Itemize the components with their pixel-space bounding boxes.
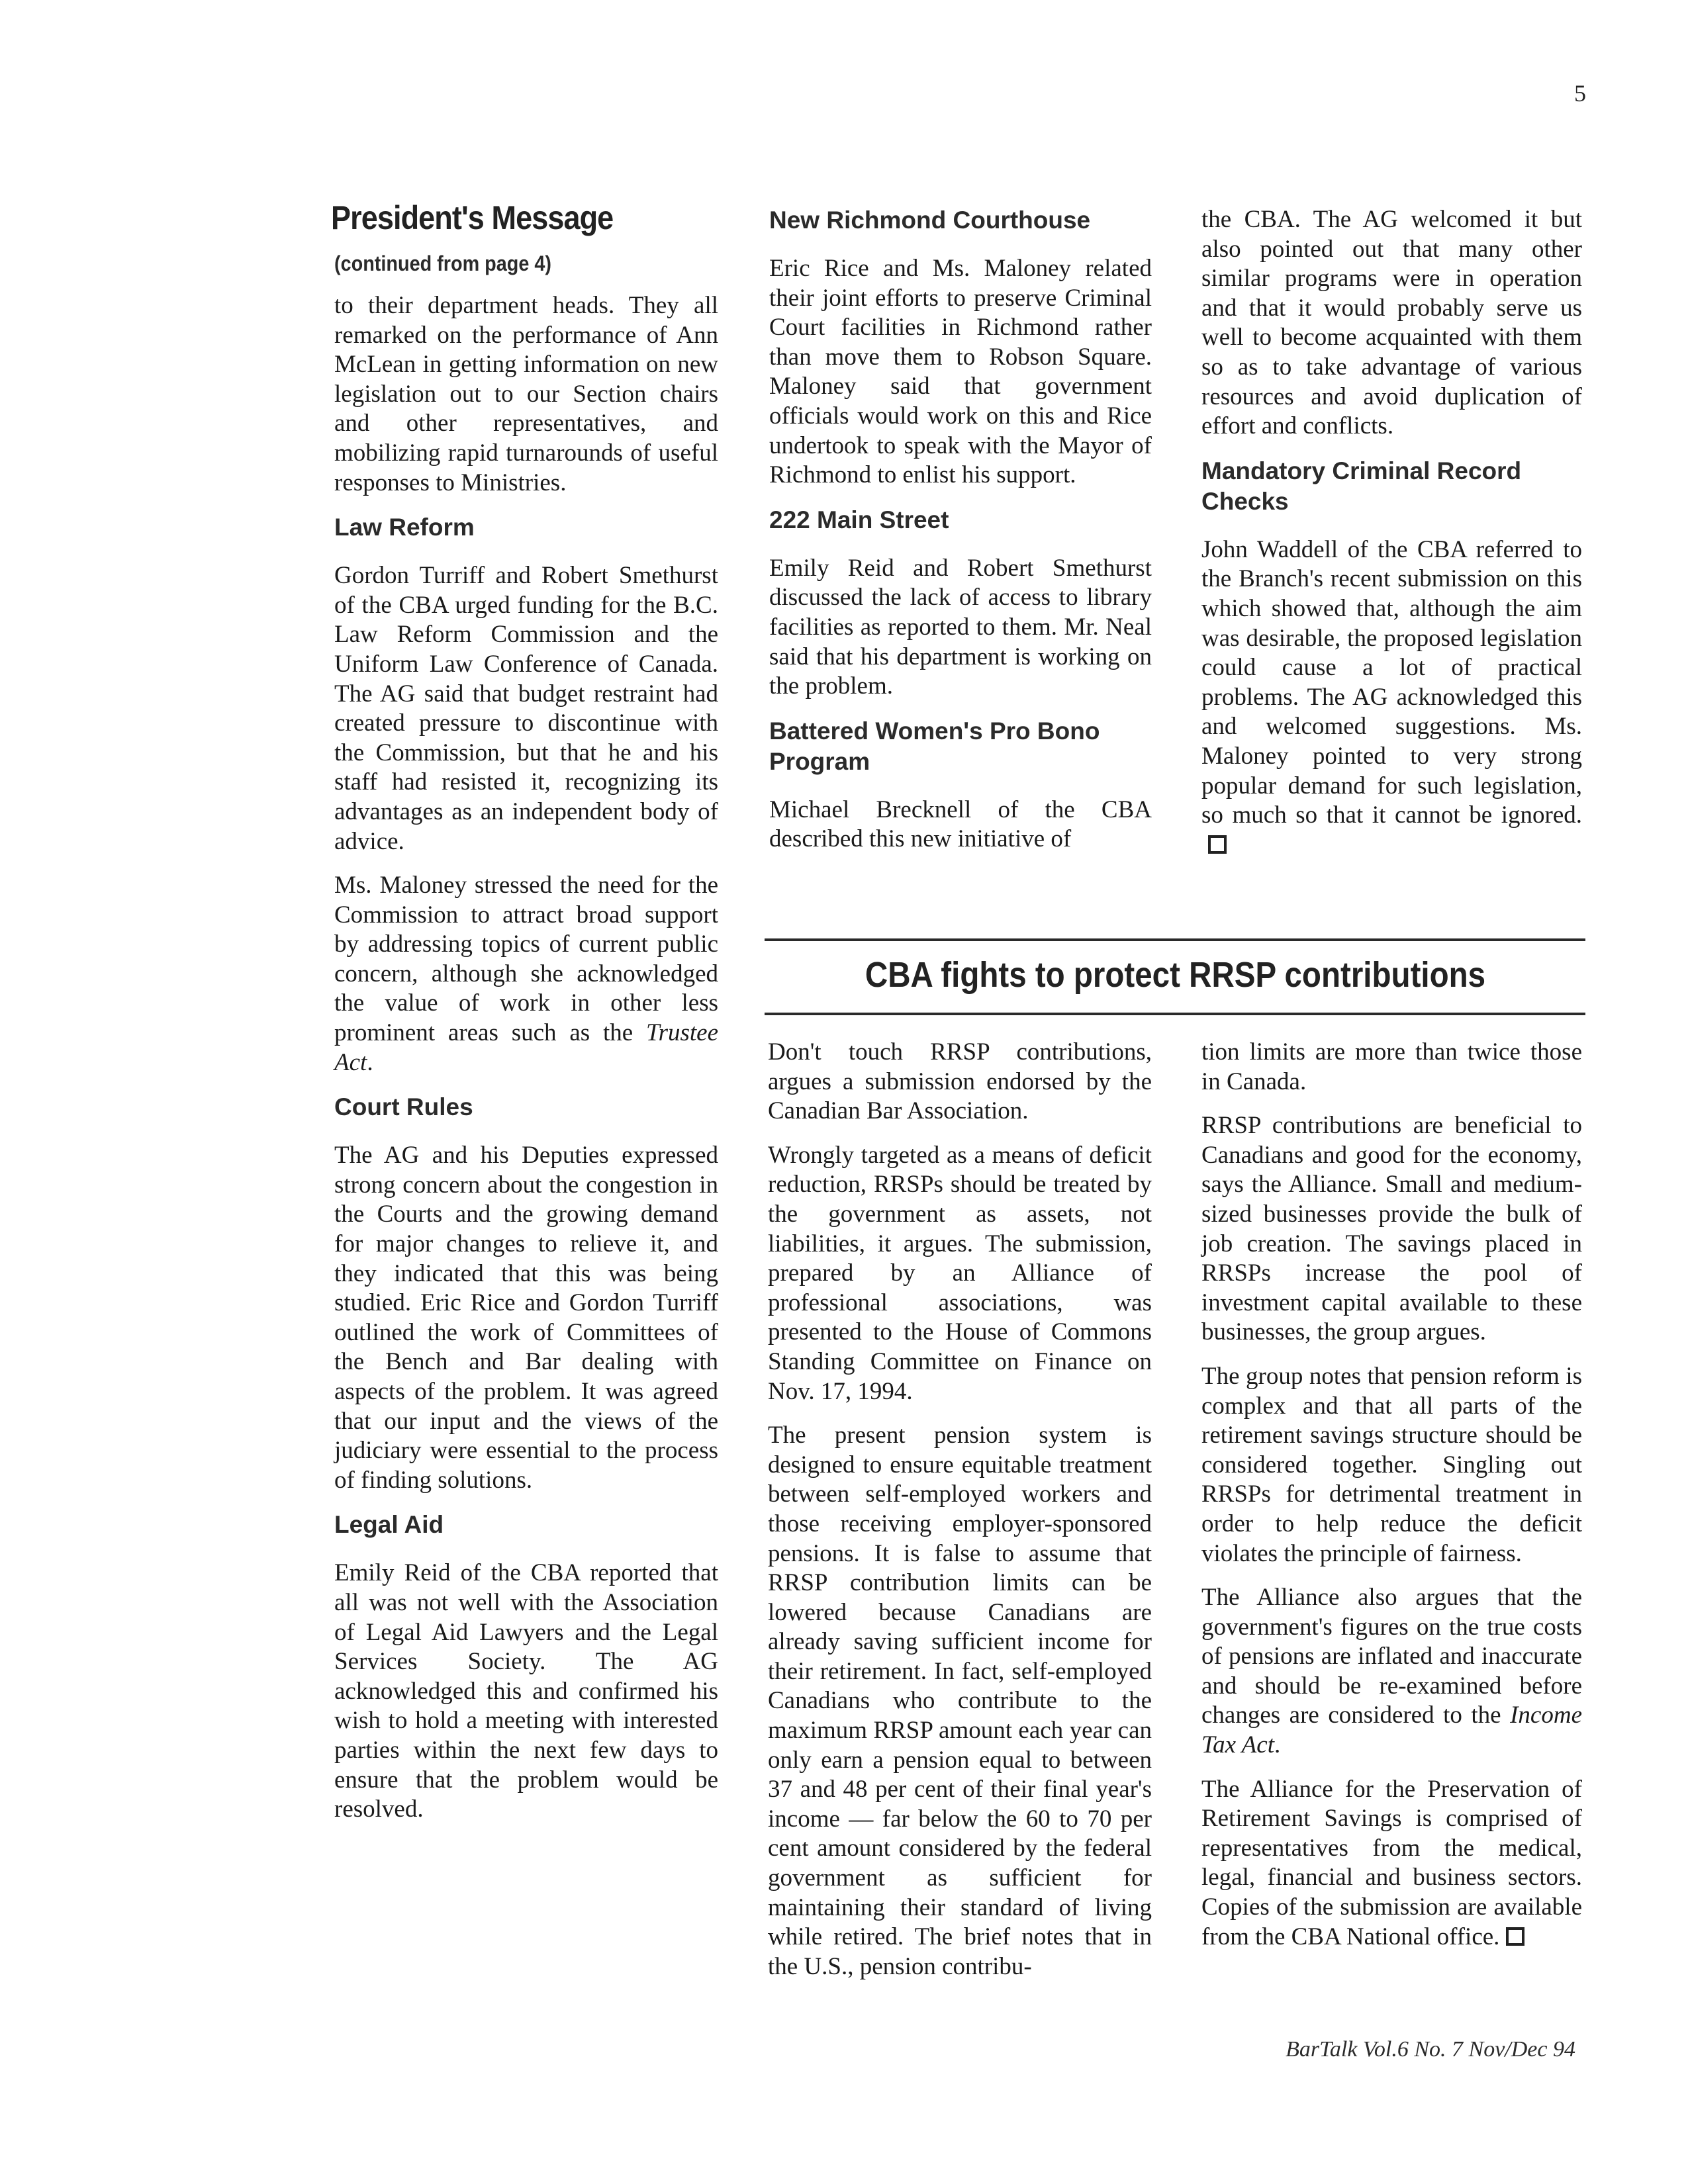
income-tax-act: Income Tax Act — [1201, 1702, 1582, 1759]
paragraph: The AG and his Deputies expressed strong concern about the congestion in the Courts and the growing demand for major changes to relieve it, and they indicated that this was being studied. Eric Rice and Gordon Turriff outlined the work of Committees of the Bench and Bar dealing with aspects of the problem. It was agreed that our input and the views of the judiciary were essential to the process of finding solutions. — [334, 1142, 718, 1494]
paragraph: to their department heads. They all remarked on the performance of Ann McLean in getting information on new legislation out to our Section chairs and other representatives, and mobilizing rapid turnarounds of useful responses to Ministries. — [334, 292, 718, 496]
publication-footer: BarTalk Vol.6 No. 7 Nov/Dec 94 — [1286, 2037, 1575, 2062]
mandatory-checks-heading: Mandatory Criminal Record Checks — [1201, 457, 1522, 515]
presidents-message-title: President's Message — [331, 199, 614, 236]
paragraph: Don't touch RRSP contributions, argues a submission endorsed by the Canadian Bar Association. — [768, 1038, 1152, 1125]
end-mark-icon — [1208, 835, 1227, 854]
paragraph: John Waddell of the CBA referred to the Branch's recent submission on this which showed that, although the aim was desirable, the proposed legislation could cause a lot of practical problems. The AG acknowledged this and welcomed suggestions. Ms. Maloney pointed to very strong popular demand for such legislation, so much so that it cannot be ignored. — [1201, 535, 1582, 860]
legal-aid-heading: Legal Aid — [334, 1511, 444, 1539]
paragraph: The Alliance also argues that the government's figures on the true costs of pensions are inflated and inaccurate and should be re-examined before changes are considered to the Income Tax Act. — [1201, 1584, 1582, 1759]
paragraph: Wrongly targeted as a means of deficit reduction, RRSPs should be treated by the government as assets, not liabilities, it argues. The submission, prepared by an Alliance of professional associations, was presented to the House of Commons Standing Committee on Finance on Nov. 17, 1994. — [768, 1141, 1152, 1405]
paragraph: the CBA. The AG welcomed it but also pointed out that many other similar programs were in operation and that it would probably serve us well to become acquainted with them so as to take advantage of various resources and avoid duplication of effort and conflicts. — [1201, 206, 1582, 440]
article-bottom-rule — [765, 1013, 1585, 1015]
trustee-act: Trustee Act — [334, 1019, 718, 1076]
battered-women-heading: Battered Women's Pro Bono Program — [769, 717, 1100, 775]
middle-column — [769, 205, 1152, 869]
paragraph: Gordon Turriff and Robert Smethurst of the CBA urged funding for the B.C. Law Reform Commission and the Uniform Law Conference of Canada. The AG said that budget restraint had created pressure to discontinue with the Commission, but that he and his staff had resisted it, recognizing its advantages as an independent body of advice. — [334, 562, 718, 855]
paragraph: Ms. Maloney stressed the need for the Commission to attract broad support by addressing topics of current public concern, although she acknowledged the value of work in other less prominent areas such as the Trustee Act. — [334, 872, 718, 1076]
article-top-rule — [765, 938, 1585, 941]
article-right-column — [1201, 1038, 1582, 1966]
main-street-heading: 222 Main Street — [769, 506, 949, 533]
paragraph: tion limits are more than twice those in Canada. — [1201, 1038, 1582, 1095]
continued-note: (continued from page 4) — [334, 251, 552, 275]
paragraph: RRSP contributions are beneficial to Canadians and good for the economy, says the Alliance. Small and medium-sized businesses provide the bulk of job creation. The savings placed in RRSPs increase the pool of investment capital available to these businesses, the group argues. — [1201, 1112, 1582, 1346]
page-number: 5 — [1574, 80, 1586, 107]
paragraph: Emily Reid and Robert Smethurst discussed the lack of access to library facilities as reported to them. Mr. Neal said that his department is working on the problem. — [769, 554, 1152, 700]
law-reform-heading: Law Reform — [334, 514, 475, 541]
paragraph: The group notes that pension reform is complex and that all parts of the retirement savings structure should be considered together. Singling out RRSPs for detrimental treatment in order to help reduce the deficit violates the principle of fairness. — [1201, 1362, 1582, 1567]
paragraph: The Alliance for the Preservation of Retirement Savings is comprised of representatives from the medical, legal, financial and business sectors. Copies of the submission are available from the CBA National office. — [1201, 1775, 1582, 1950]
end-mark-icon — [1506, 1927, 1524, 1946]
court-rules-heading: Court Rules — [334, 1093, 473, 1121]
article-left-column — [768, 1038, 1152, 1996]
paragraph: Eric Rice and Ms. Maloney related their joint efforts to preserve Criminal Court facilities in Richmond rather than move them to Robson Square. Maloney said that government officials would work on this and Rice undertook to speak with the Mayor of Richmond to enlist his support. — [769, 255, 1152, 489]
new-richmond-heading: New Richmond Courthouse — [769, 206, 1091, 234]
rrsp-article-title: CBA fights to protect RRSP contributions — [865, 955, 1485, 995]
paragraph: The present pension system is designed to ensure equitable treatment between self-employed workers and those receiving employer-sponsored pensions. It is false to assume that RRSP contribution limits can be lowered because Canadians are already saving sufficient income for their retirement. In fact, self-employed Canadians who contribute to the maximum RRSP amount each year can only earn a pension equal to between 37 and 48 per cent of their final year's income — far below the 60 to 70 per cent amount considered by the federal government as sufficient for maintaining their standard of living while retired. The brief notes that in the U.S., pension contribu- — [768, 1422, 1152, 1980]
left-column — [334, 291, 718, 1839]
paragraph: Michael Brecknell of the CBA described this new initiative of — [769, 796, 1152, 853]
right-column — [1201, 205, 1582, 874]
paragraph: Emily Reid of the CBA reported that all was not well with the Association of Legal Aid Lawyers and the Legal Services Society. The AG acknowledged this and confirmed his wish to hold a meeting with interested parties within the next few days to ensure that the problem would be resolved. — [334, 1559, 718, 1823]
